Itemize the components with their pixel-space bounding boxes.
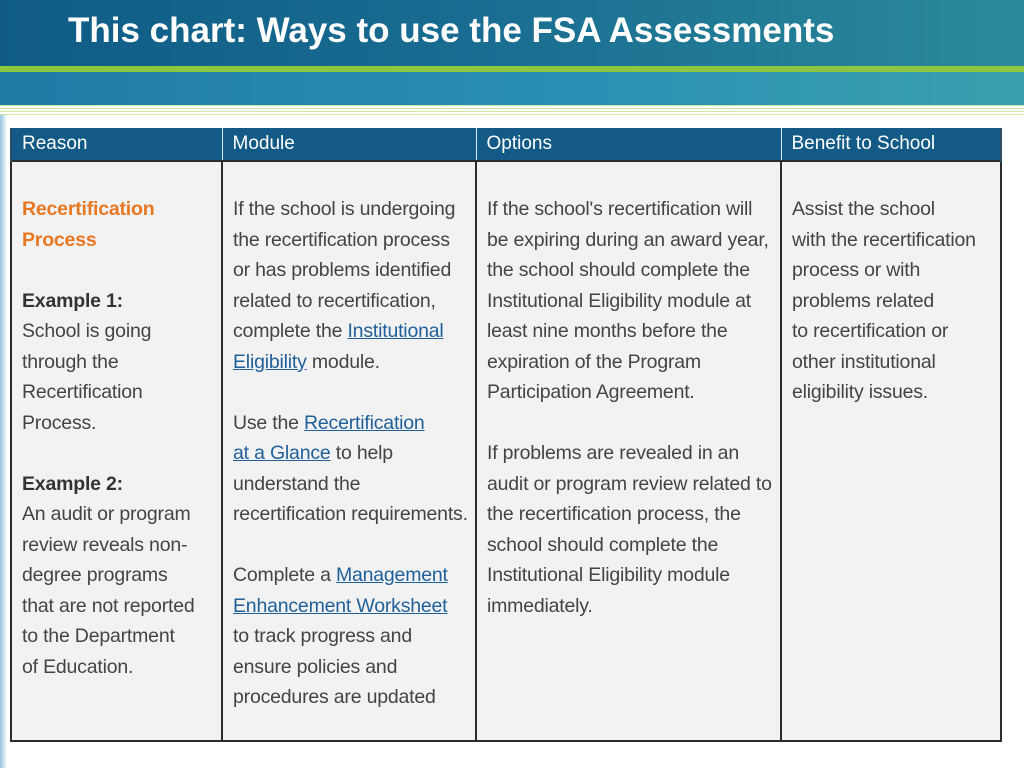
example1-line: Process. [22,411,97,434]
module-text: to help [330,442,393,464]
cell-options [476,161,781,741]
reason-heading-line: Recertification [22,198,155,220]
table-header-row [11,128,1001,161]
institutional-eligibility-link[interactable]: Institutional [347,320,444,342]
benefit-line: problems related [792,289,935,312]
module-line: the recertification process [233,228,450,251]
cell-benefit [781,161,1001,741]
module-line [233,438,471,469]
recertification-at-a-glance-link-cont[interactable]: at a Glance [233,442,331,464]
example2-line: of Education. [22,655,134,678]
module-line: recertification requirements. [233,503,468,525]
options-line: immediately. [487,594,593,617]
module-line [233,347,471,378]
module-line: If the school is undergoing [233,198,456,220]
options-line: the school should complete the [487,259,750,281]
cell-module [222,161,476,741]
header-bar [0,0,1024,66]
benefit-line: process or with [792,259,921,281]
example2-line: to the Department [22,625,175,647]
module-line: understand the [233,472,361,495]
module-line [233,316,471,347]
table-row [11,161,1001,741]
module-line: ensure policies and [233,655,398,678]
recertification-at-a-glance-link[interactable]: Recertification [304,411,425,434]
options-line: Institutional Eligibility module at [487,289,751,312]
module-line: or has problems identified [233,259,452,281]
example2-line: review reveals non- [22,533,188,556]
example2-line: that are not reported [22,594,195,617]
header-benefit: Benefit to School [781,128,1001,161]
example2-line: An audit or program [22,503,191,525]
header-reason: Reason [11,128,222,161]
header-module: Module [222,128,476,161]
header-options: Options [476,128,781,161]
module-text: module. [306,350,380,373]
left-edge-decoration [0,115,6,768]
header-blue-band [0,72,1024,105]
options-line: Participation Agreement. [487,381,695,403]
page-title: This chart: Ways to use the FSA Assessments [68,11,835,50]
fsa-assessment-table [10,128,1002,742]
module-line: procedures are updated [233,686,436,708]
options-line: Institutional Eligibility module [487,564,730,586]
options-line: expiration of the Program [487,350,701,373]
module-line [233,591,471,622]
institutional-eligibility-link-cont[interactable]: Eligibility [233,350,307,373]
module-text: Use the [233,411,305,434]
example1-line: School is going [22,320,152,342]
module-text: complete the [233,320,348,342]
management-enhancement-worksheet-link-cont[interactable]: Enhancement Worksheet [233,594,448,617]
options-line: least nine months before the [487,320,728,342]
module-line: to track progress and [233,625,412,647]
module-text: Complete a [233,564,336,586]
options-line: the recertification process, the [487,503,741,525]
options-line: school should complete the [487,533,719,556]
options-line: If problems are revealed in an [487,442,739,464]
module-line: related to recertification, [233,289,436,312]
benefit-line: to recertification or [792,320,949,342]
benefit-line: eligibility issues. [792,381,929,403]
module-line [233,560,471,591]
header-thin-lines [0,105,1024,115]
cell-reason [11,161,222,741]
options-line: audit or program review related to [487,472,772,495]
management-enhancement-worksheet-link[interactable]: Management [335,564,448,586]
options-line: be expiring during an award year, [487,228,769,251]
example2-line: degree programs [22,564,168,586]
benefit-line: Assist the school [792,198,935,220]
example2-label: Example 2: [22,472,123,495]
example1-line: Recertification [22,381,143,403]
example1-label: Example 1: [22,289,123,312]
options-line: If the school's recertification will [487,198,753,220]
example1-line: through the [22,350,119,373]
benefit-line: with the recertification [792,228,976,251]
benefit-line: other institutional [792,350,936,373]
module-line [233,408,471,439]
reason-heading-line: Process [22,228,97,251]
